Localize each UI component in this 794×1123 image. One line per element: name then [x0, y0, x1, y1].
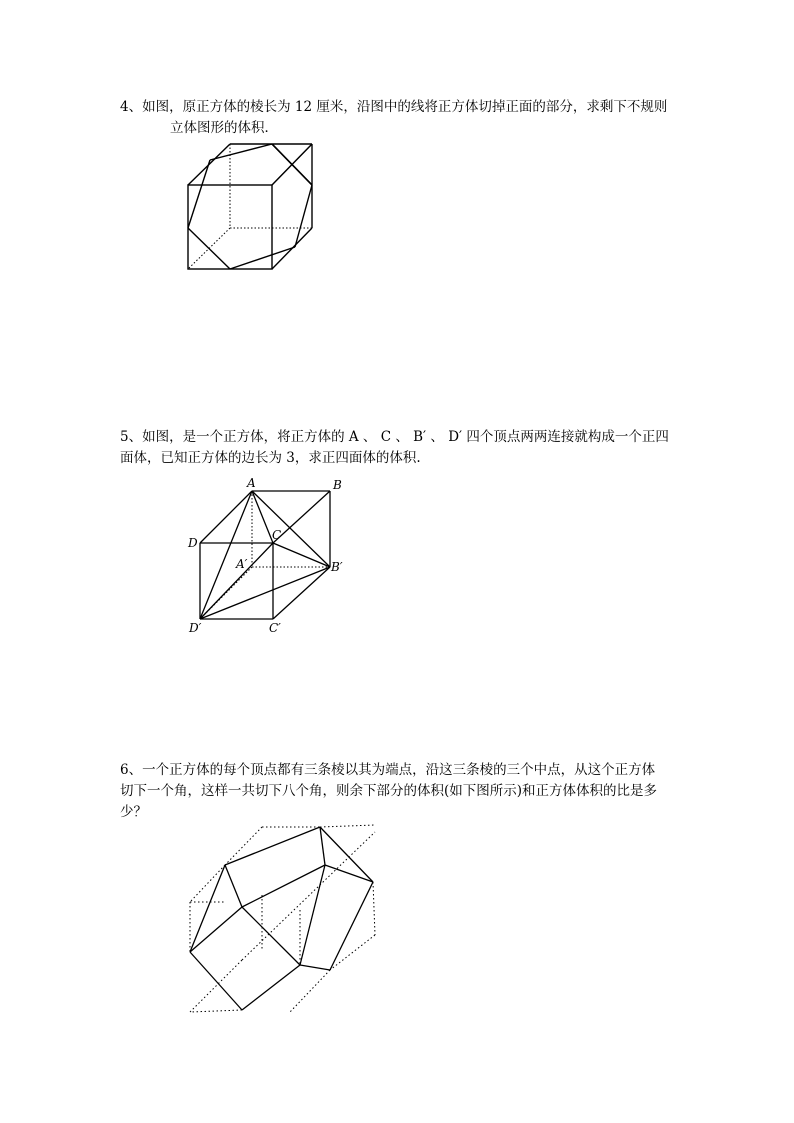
problem-6-line3: 少？ — [120, 804, 147, 820]
label-A: A — [247, 476, 256, 490]
figure-4-cube-cut — [180, 140, 320, 275]
problem-number: 6、 — [120, 762, 143, 778]
problem-5-line1: 5、如图，是一个正方体，将正方体的 A 、 C 、 B′ 、 D′ 四个顶点两两连接就构成一个正四 — [120, 429, 669, 445]
problem-5 — [120, 427, 680, 469]
problem-number: 5、 — [120, 429, 143, 445]
problem-4 — [120, 97, 680, 139]
label-B: B — [333, 478, 342, 492]
label-D: D — [188, 536, 198, 550]
figure-5-svg — [185, 475, 360, 635]
problem-6-line2: 切下一个角，这样一共切下八个角，则余下部分的体积(如下图所示)和正方体体积的比是多 — [120, 783, 658, 799]
label-C: C — [272, 528, 282, 542]
problem-5-line2: 面体，已知正方体的边长为 3，求正四面体的体积. — [120, 450, 421, 466]
label-D-prime: D′ — [189, 621, 202, 635]
problem-number: 4、 — [120, 99, 143, 115]
problem-4-line1: 4、如图，原正方体的棱长为 12 厘米，沿图中的线将正方体切掉正面的部分，求剩下不规则 — [120, 99, 668, 115]
problem-4-line2: 立体图形的体积． — [170, 120, 278, 136]
figure-6-cuboctahedron — [180, 820, 385, 1020]
problem-6 — [120, 760, 680, 823]
figure-4-svg — [180, 140, 320, 275]
figure-6-svg — [180, 820, 385, 1020]
label-B-prime: B′ — [331, 560, 343, 574]
label-C-prime: C′ — [269, 621, 281, 635]
label-A-prime: A′ — [236, 557, 248, 571]
figure-5-cube-tetrahedron — [185, 475, 360, 635]
problem-6-line1: 6、一个正方体的每个顶点都有三条棱以其为端点，沿这三条棱的三个中点，从这个正方体 — [120, 762, 656, 778]
